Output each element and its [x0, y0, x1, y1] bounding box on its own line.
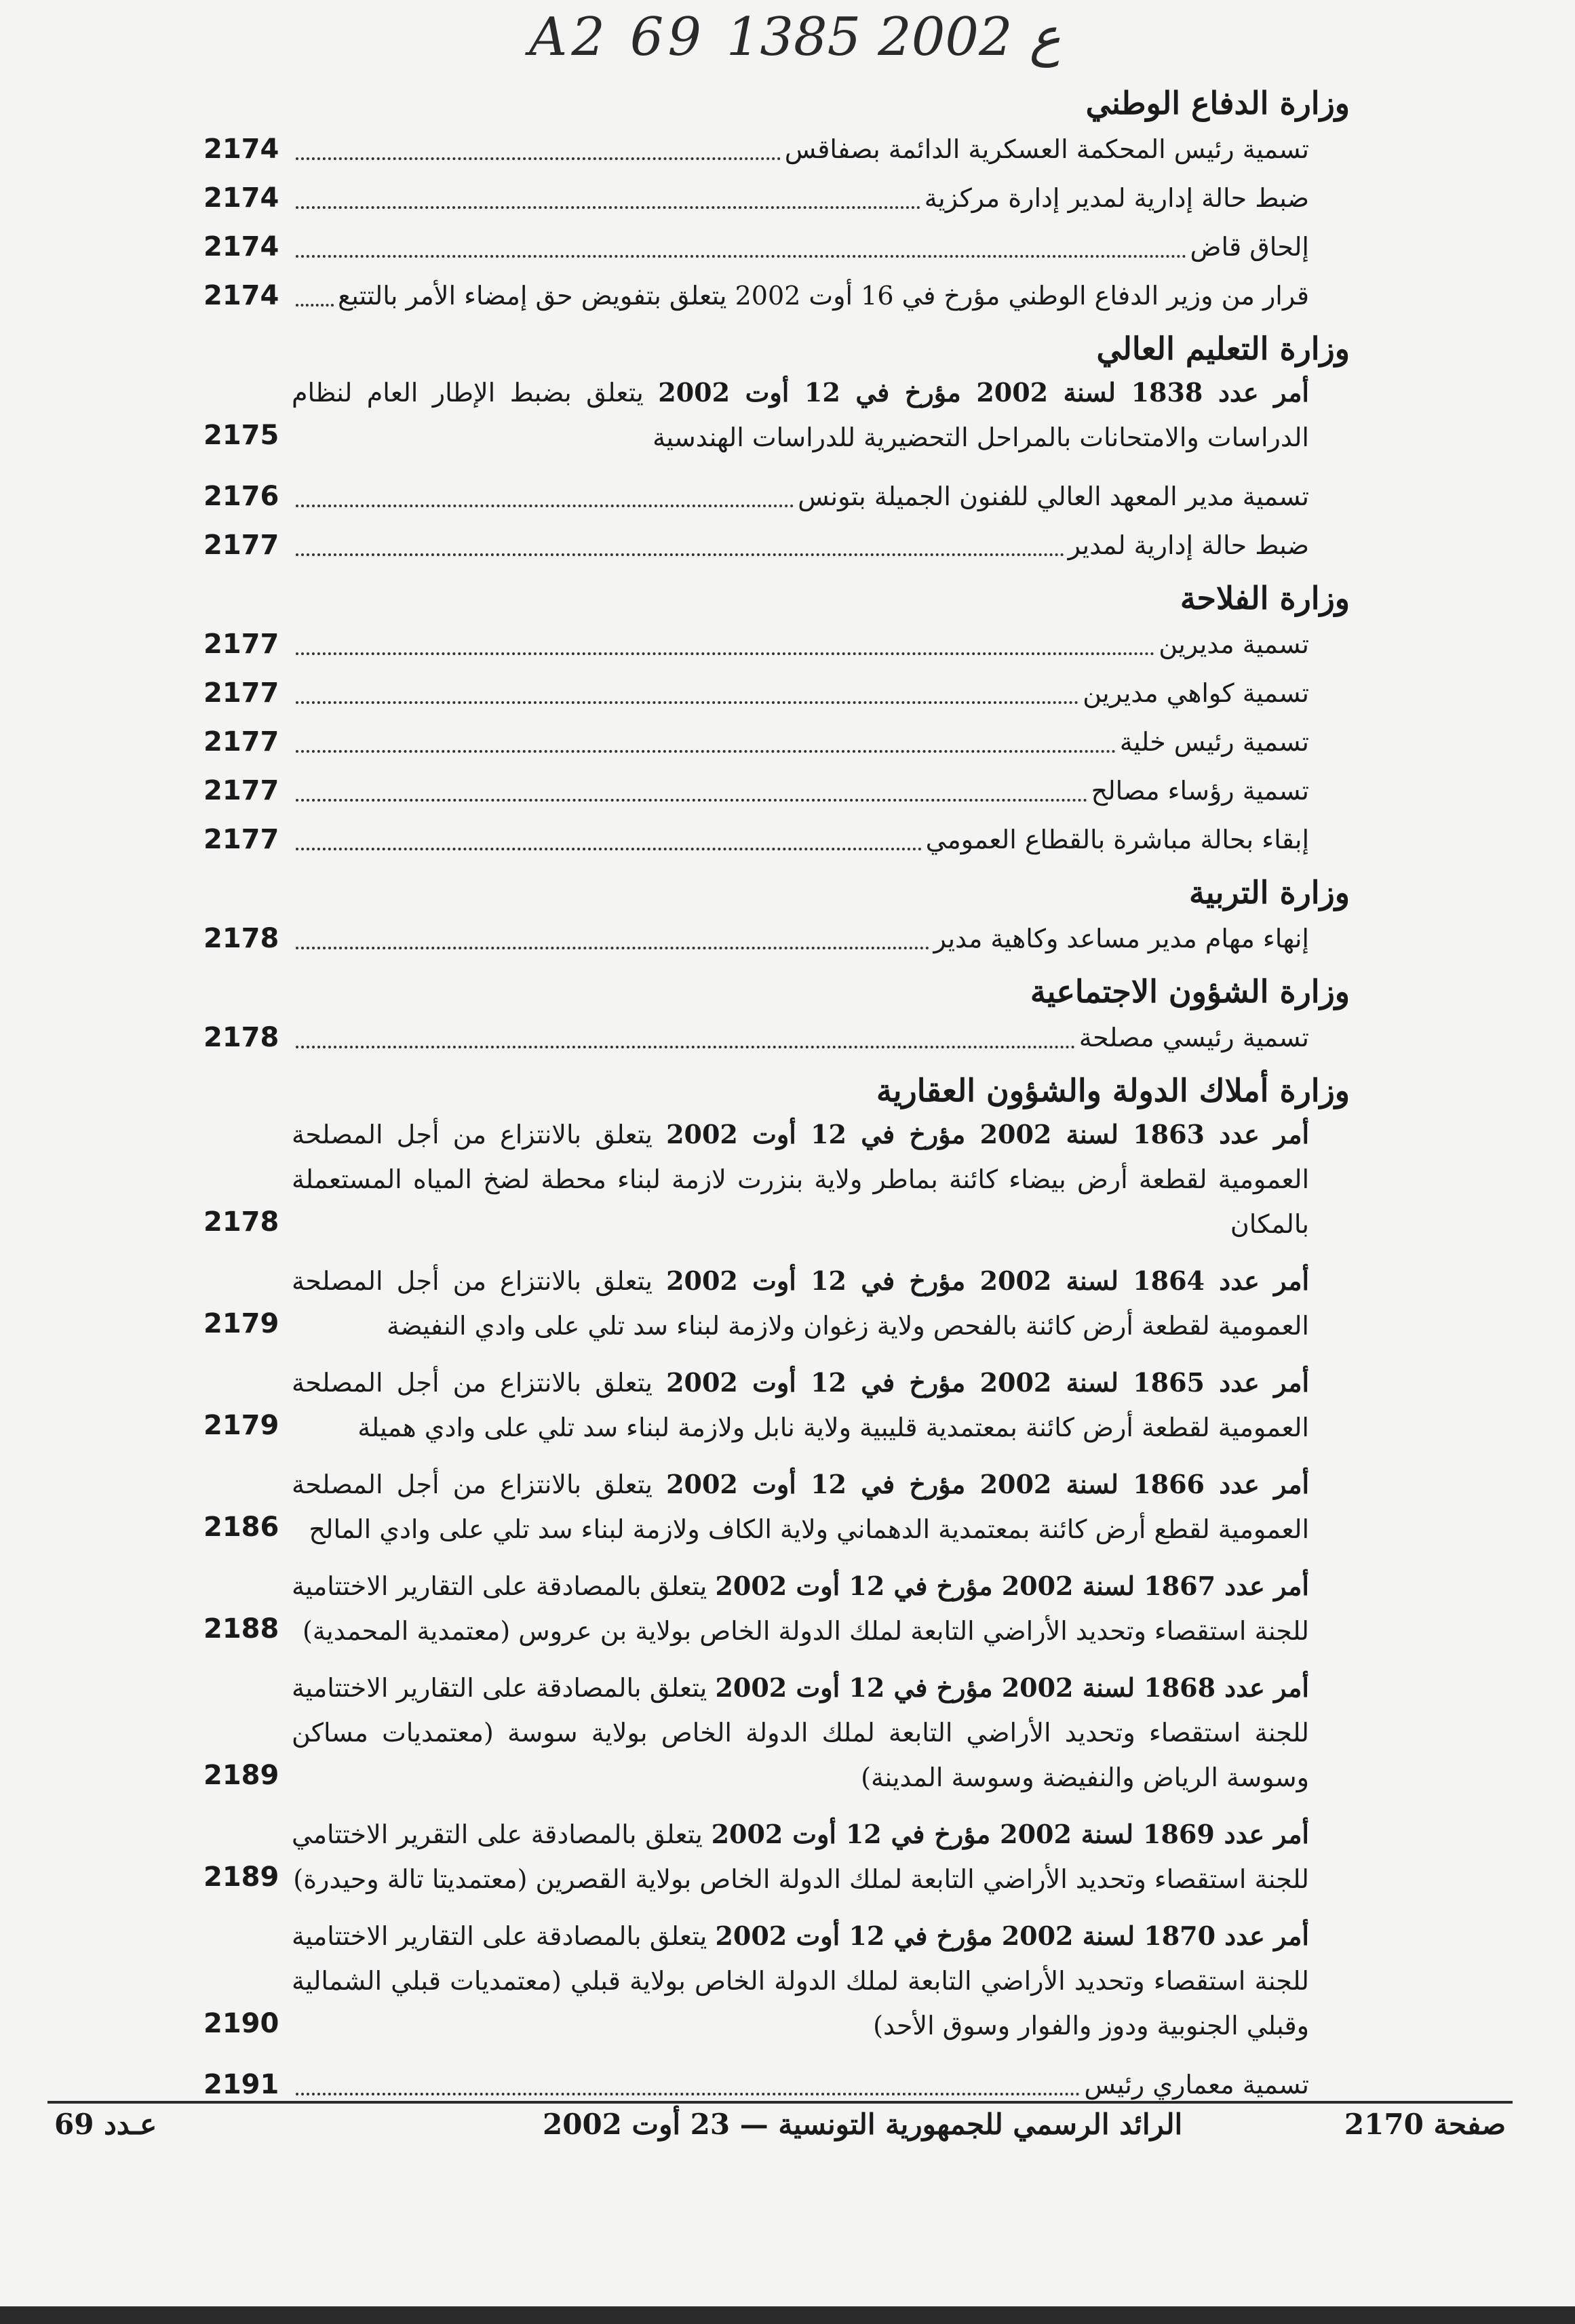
page-number: 2186 — [203, 1512, 279, 1543]
leader-dots — [296, 1046, 1075, 1048]
decree-reference: أمر عدد 1863 لسنة 2002 مؤرخ في 12 أوت 2002 — [666, 1119, 1309, 1149]
page-number: 2191 — [203, 2069, 279, 2100]
page-label: صفحة 2170 — [1344, 2108, 1506, 2141]
section-higher-education — [203, 327, 1350, 570]
leader-dots — [296, 505, 794, 507]
page-number: 2174 — [203, 231, 279, 262]
toc-entry — [203, 914, 1309, 963]
toc-entry — [203, 222, 1309, 271]
toc-entry — [203, 1666, 1309, 1800]
journal-title: الرائد الرسمي للجمهورية التونسية — 23 أوت 2002 — [543, 2108, 1183, 2141]
page-number: 2178 — [203, 1022, 279, 1053]
section-title: وزارة التربية — [1189, 874, 1350, 911]
page-number: 2177 — [203, 530, 279, 561]
entry-text: تسمية معماري رئيس — [1084, 2070, 1309, 2100]
section-title: وزارة الشؤون الاجتماعية — [1030, 973, 1350, 1010]
entry-text: يتعلق بالانتزاع من أجل المصلحة العمومية لقطع أرض كائنة بمعتمدية الدهماني ولاية الكاف ولازمة لبناء سد تلي على وادي المالح — [292, 1470, 1309, 1544]
toc-entry — [203, 1564, 1309, 1653]
entry-text: إلحاق قاض — [1190, 232, 1309, 262]
toc-entry — [203, 717, 1309, 766]
entry-text: ضبط حالة إدارية لمدير إدارة مركزية — [924, 183, 1309, 213]
handwritten-annotation: A2 69 ع 2002 1385 — [529, 7, 1061, 68]
leader-dots — [296, 652, 1154, 655]
toc-entry — [203, 1914, 1309, 2048]
entry-text: تسمية مدير المعهد العالي للفنون الجميلة بتونس — [798, 481, 1309, 511]
leader-dots — [296, 2093, 1080, 2095]
page-number: 2177 — [203, 629, 279, 660]
toc-entry — [203, 620, 1309, 669]
entry-text: إنهاء مهام مدير مساعد وكاهية مدير — [933, 924, 1309, 953]
entry-text: ضبط حالة إدارية لمدير — [1068, 530, 1309, 560]
leader-dots — [296, 799, 1087, 802]
decree-reference: أمر عدد 1864 لسنة 2002 مؤرخ في 12 أوت 2002 — [666, 1265, 1309, 1296]
toc-entry — [203, 1112, 1309, 1246]
section-title: وزارة الفلاحة — [1180, 580, 1350, 616]
section-social-affairs — [203, 970, 1350, 1062]
section-title: وزارة أملاك الدولة والشؤون العقارية — [876, 1072, 1350, 1109]
toc-entry — [203, 1360, 1309, 1450]
page-number: 2177 — [203, 775, 279, 806]
entry-text: تسمية رؤساء مصالح — [1091, 776, 1309, 806]
toc-entry — [203, 174, 1309, 222]
toc-entry — [203, 370, 1309, 460]
toc-entry — [203, 766, 1309, 815]
toc-entry — [203, 1812, 1309, 1902]
decree-reference: أمر عدد 1838 لسنة 2002 مؤرخ في 12 أوت 2002 — [658, 377, 1309, 408]
toc-entry — [203, 125, 1309, 174]
table-of-contents — [203, 75, 1350, 2109]
leader-dots — [296, 848, 922, 850]
entry-text: قرار من وزير الدفاع الوطني مؤرخ في 16 أوت 2002 يتعلق بتفويض حق إمضاء الأمر بالتتبع — [338, 281, 1309, 311]
decree-reference: أمر عدد 1865 لسنة 2002 مؤرخ في 12 أوت 2002 — [666, 1367, 1309, 1398]
page-number: 2177 — [203, 824, 279, 855]
entry-text: يتعلق بالمصادقة على التقارير الاختتامية للجنة استقصاء وتحديد الأراضي التابعة لملك الدولة الخاص بولاية سوسة (معتمديات مساكن وسوسة الرياض والنفيضة وسوسة المدينة) — [292, 1673, 1309, 1792]
page-number: 2179 — [203, 1308, 279, 1339]
page-footer — [47, 2108, 1513, 2155]
section-title: وزارة التعليم العالي — [1096, 330, 1350, 367]
leader-dots — [296, 947, 929, 949]
leader-dots — [296, 157, 781, 160]
section-title: وزارة الدفاع الوطني — [1085, 85, 1350, 121]
decree-reference: أمر عدد 1866 لسنة 2002 مؤرخ في 12 أوت 2002 — [666, 1469, 1309, 1499]
entry-text: تسمية كواهي مديرين — [1083, 678, 1309, 708]
page-number: 2177 — [203, 726, 279, 757]
toc-entry — [203, 271, 1309, 320]
toc-entry — [203, 669, 1309, 717]
page-number: 2189 — [203, 1760, 279, 1791]
page-number: 2189 — [203, 1862, 279, 1893]
page-number: 2178 — [203, 1206, 279, 1238]
entry-text: يتعلق بضبط الإطار العام لنظام الدراسات والامتحانات بالمراحل التحضيرية للدراسات الهندسية — [292, 378, 1309, 452]
leader-dots — [296, 701, 1078, 704]
footer-divider — [47, 2101, 1513, 2104]
scan-edge — [0, 2306, 1575, 2324]
section-defense — [203, 81, 1350, 320]
entry-text: يتعلق بالمصادقة على التقارير الاختتامية للجنة استقصاء وتحديد الأراضي التابعة لملك الدولة الخاص بولاية بن عروس (معتمدية المحمدية) — [292, 1571, 1309, 1646]
toc-entry — [203, 1462, 1309, 1552]
page-number: 2174 — [203, 280, 279, 311]
issue-number: عـدد 69 — [54, 2108, 157, 2141]
page-number: 2175 — [203, 420, 279, 451]
page-number: 2174 — [203, 134, 279, 165]
decree-reference: أمر عدد 1870 لسنة 2002 مؤرخ في 12 أوت 2002 — [715, 1921, 1309, 1951]
page-number: 2178 — [203, 923, 279, 954]
entry-text: يتعلق بالانتزاع من أجل المصلحة العمومية لقطعة أرض كائنة بمعتمدية قليبية ولاية نابل ولازمة لبناء سد تلي على وادي هميلة — [292, 1368, 1309, 1442]
entry-text: تسمية رئيس خلية — [1119, 727, 1309, 757]
toc-entry — [203, 521, 1309, 570]
leader-dots — [296, 206, 920, 209]
leader-dots — [296, 304, 334, 307]
toc-entry — [203, 815, 1309, 864]
decree-reference: أمر عدد 1867 لسنة 2002 مؤرخ في 12 أوت 2002 — [715, 1571, 1309, 1601]
decree-reference: أمر عدد 1868 لسنة 2002 مؤرخ في 12 أوت 2002 — [715, 1672, 1309, 1703]
page-number: 2190 — [203, 2008, 279, 2039]
page-number: 2174 — [203, 182, 279, 214]
entry-text: يتعلق بالانتزاع من أجل المصلحة العمومية لقطعة أرض كائنة بالفحص ولاية زغوان ولازمة لبناء سد تلي على وادي النفيضة — [292, 1266, 1309, 1341]
section-agriculture — [203, 576, 1350, 864]
toc-entry — [203, 472, 1309, 521]
page-number: 2176 — [203, 481, 279, 512]
leader-dots — [296, 255, 1186, 258]
leader-dots — [296, 553, 1064, 556]
page-number: 2177 — [203, 677, 279, 709]
toc-entry — [203, 1259, 1309, 1348]
decree-reference: أمر عدد 1869 لسنة 2002 مؤرخ في 12 أوت 2002 — [711, 1819, 1309, 1849]
section-education — [203, 871, 1350, 963]
toc-entry — [203, 1013, 1309, 1062]
section-state-property — [203, 1069, 1350, 2109]
leader-dots — [296, 750, 1116, 753]
page-number: 2179 — [203, 1410, 279, 1441]
entry-text: تسمية رئيسي مصلحة — [1078, 1023, 1309, 1052]
entry-text: تسمية مديرين — [1159, 629, 1309, 659]
entry-text: إبقاء بحالة مباشرة بالقطاع العمومي — [925, 825, 1309, 854]
entry-text: يتعلق بالمصادقة على التقرير الاختتامي للجنة استقصاء وتحديد الأراضي التابعة لملك الدولة الخاص بولاية القصرين (معتمديتا تالة وحيدرة) — [292, 1819, 1309, 1894]
entry-text: يتعلق بالانتزاع من أجل المصلحة العمومية لقطعة أرض بيضاء كائنة بماطر ولاية بنزرت لازمة لبناء محطة لضخ المياه المستعملة بالمكان — [292, 1120, 1309, 1239]
entry-text: يتعلق بالمصادقة على التقارير الاختتامية للجنة استقصاء وتحديد الأراضي التابعة لملك الدولة الخاص بولاية قبلي (معتمديات قبلي الشمالية وقبلي الجنوبية ودوز والفوار وسوق الأحد) — [292, 1921, 1309, 2041]
page-number: 2188 — [203, 1613, 279, 1644]
entry-text: تسمية رئيس المحكمة العسكرية الدائمة بصفاقس — [784, 134, 1309, 164]
